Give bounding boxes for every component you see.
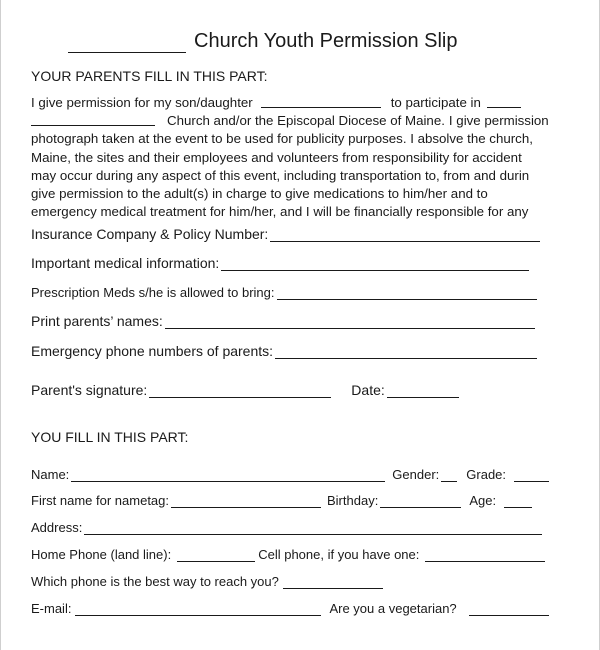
title-row bbox=[68, 30, 457, 53]
date-label: Date: bbox=[351, 382, 385, 398]
nametag-row bbox=[31, 493, 532, 508]
para-line-1 bbox=[31, 94, 571, 112]
email-row bbox=[31, 601, 549, 616]
name-label: Name: bbox=[31, 467, 70, 482]
insurance-row bbox=[31, 226, 540, 242]
signature-row bbox=[31, 382, 459, 398]
meds-field[interactable] bbox=[277, 285, 537, 300]
cell-phone-label: Cell phone, if you have one: bbox=[258, 547, 420, 562]
vegetarian-label: Are you a vegetarian? bbox=[329, 601, 457, 616]
name-field[interactable] bbox=[71, 467, 385, 482]
gender-label: Gender: bbox=[392, 467, 440, 482]
para-line-4: Maine, the sites and their employees and volunteers from responsibility for accident bbox=[31, 149, 522, 165]
date-field[interactable] bbox=[387, 383, 459, 398]
cell-phone-field[interactable] bbox=[425, 547, 545, 562]
emergency-row bbox=[31, 343, 537, 359]
email-label: E-mail: bbox=[31, 601, 72, 616]
email-field[interactable] bbox=[75, 601, 321, 616]
para-l1-text-a: I give permission for my son/daughter bbox=[31, 95, 253, 110]
nametag-label: First name for nametag: bbox=[31, 493, 169, 508]
para-line-7: emergency medical treatment for him/her, and I will be financially responsible for any bbox=[31, 204, 529, 220]
youth-section-heading: YOU FILL IN THIS PART: bbox=[31, 429, 189, 445]
home-phone-label: Home Phone (land line): bbox=[31, 547, 172, 562]
meds-row bbox=[31, 285, 537, 300]
event-blank[interactable] bbox=[487, 94, 521, 108]
parents-section-heading: YOUR PARENTS FILL IN THIS PART: bbox=[31, 68, 268, 84]
page-border-left bbox=[0, 0, 1, 650]
age-label: Age: bbox=[469, 493, 497, 508]
emergency-field[interactable] bbox=[275, 344, 537, 359]
para-l2-text-c: I give permission bbox=[448, 113, 549, 129]
para-line-6: give permission to the adult(s) in charge to give medications to him/her and to bbox=[31, 186, 488, 202]
age-field[interactable] bbox=[504, 493, 532, 508]
para-line-3: photograph taken at the event to be used for publicity purposes. I absolve the church, bbox=[31, 131, 533, 147]
name-row bbox=[31, 467, 549, 482]
signature-field[interactable] bbox=[149, 383, 331, 398]
medical-row bbox=[31, 255, 529, 271]
best-phone-row bbox=[31, 574, 383, 589]
phone-row bbox=[31, 547, 545, 562]
medical-label: Important medical information: bbox=[31, 255, 220, 271]
parents-names-label: Print parents’ names: bbox=[31, 313, 163, 329]
nametag-field[interactable] bbox=[171, 493, 321, 508]
permission-paragraph bbox=[31, 94, 571, 221]
grade-field[interactable] bbox=[514, 467, 549, 482]
page-title: Church Youth Permission Slip bbox=[194, 30, 458, 52]
church-name-blank[interactable] bbox=[31, 112, 155, 126]
parents-names-row bbox=[31, 313, 535, 329]
grade-label: Grade: bbox=[466, 467, 507, 482]
home-phone-field[interactable] bbox=[177, 547, 255, 562]
best-phone-field[interactable] bbox=[283, 574, 383, 589]
gender-field[interactable] bbox=[441, 467, 457, 482]
title-blank-line[interactable] bbox=[68, 32, 186, 53]
meds-label: Prescription Meds s/he is allowed to bring: bbox=[31, 285, 275, 300]
address-row bbox=[31, 520, 542, 535]
birthday-field[interactable] bbox=[380, 493, 461, 508]
insurance-label: Insurance Company & Policy Number: bbox=[31, 226, 269, 242]
birthday-label: Birthday: bbox=[327, 493, 379, 508]
medical-field[interactable] bbox=[221, 256, 529, 271]
insurance-field[interactable] bbox=[270, 227, 540, 242]
emergency-label: Emergency phone numbers of parents: bbox=[31, 343, 274, 359]
para-l2-text-b: Church and/or the Episcopal Diocese of Maine. bbox=[167, 113, 445, 129]
address-label: Address: bbox=[31, 520, 83, 535]
para-l1-text-b: to participate in bbox=[390, 95, 481, 110]
child-name-blank[interactable] bbox=[261, 94, 381, 108]
para-line-2 bbox=[31, 112, 571, 130]
signature-label: Parent's signature: bbox=[31, 382, 148, 398]
best-phone-label: Which phone is the best way to reach you? bbox=[31, 574, 279, 589]
para-line-5: may occur during any aspect of this event, including transportation to, from and durin bbox=[31, 167, 530, 183]
vegetarian-field[interactable] bbox=[469, 601, 549, 616]
address-field[interactable] bbox=[84, 520, 542, 535]
parents-names-field[interactable] bbox=[165, 314, 535, 329]
